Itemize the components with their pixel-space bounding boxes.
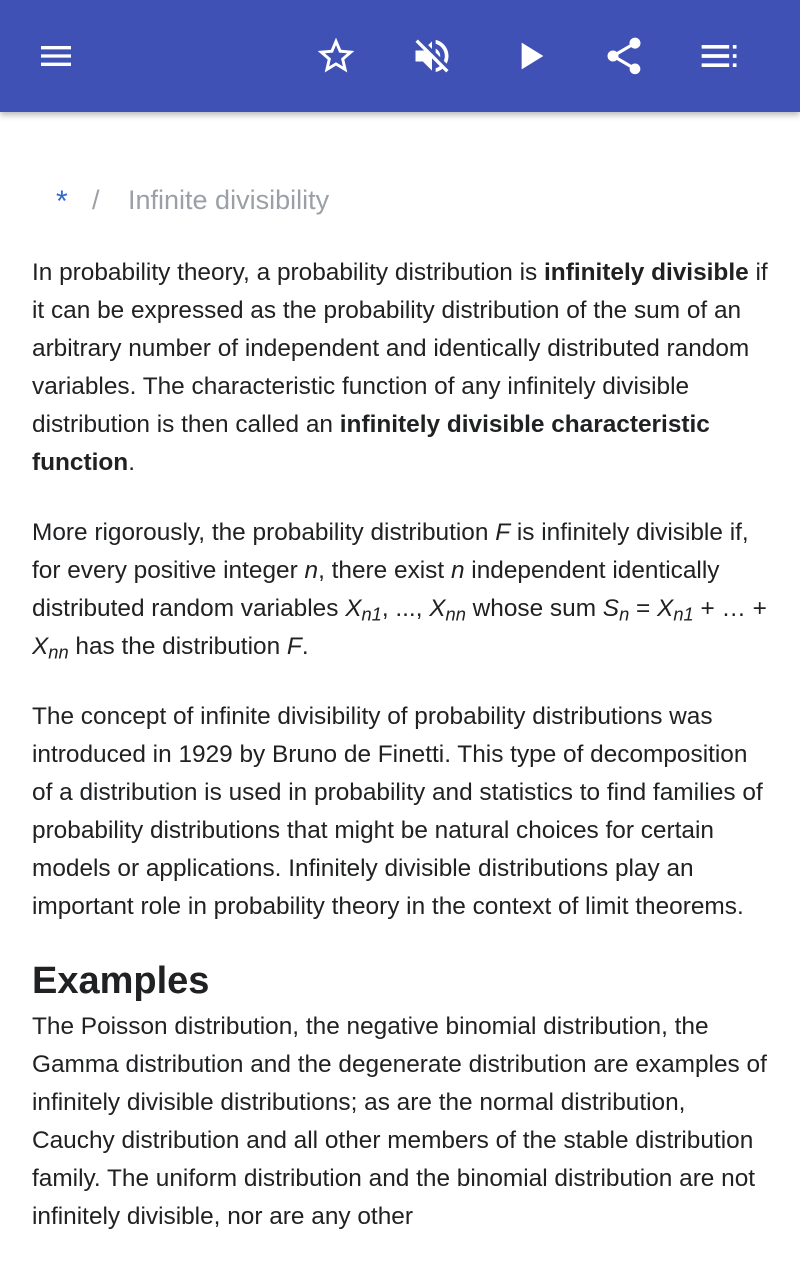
star-icon (314, 34, 358, 78)
paragraph-intro: In probability theory, a probability distribution is infinitely divisible if it can be expressed as the probability distribution of the sum of an arbitrary number of independent and identically distributed random variables. The characteristic function of any infinitely divisible distribution is then called an infinitely divisible characteristic function. (32, 259, 768, 476)
menu-button[interactable] (24, 24, 88, 88)
paragraph-definition: More rigorously, the probability distribution F is infinitely divisible if, for every positive integer n, there exist n independent identically distributed random variables $X_{n1}$, ..., $X_{nn}$ whose sum $S_n = X_{n1}$ + … + $X_{nn}$ has the distribution F. (32, 519, 767, 663)
app-toolbar (0, 0, 800, 112)
share-icon (602, 34, 646, 78)
breadcrumb-separator: / (92, 185, 100, 215)
playlist-icon (698, 34, 742, 78)
share-button[interactable] (592, 24, 656, 88)
breadcrumb (32, 180, 772, 220)
volume-off-icon (410, 34, 454, 78)
breadcrumb-home-link[interactable]: * (56, 185, 68, 218)
paragraph-examples: The Poisson distribution, the negative binomial distribution, the Gamma distribution and the degenerate distribution are examples of infinitely divisible distributions; as are the normal distribution, Cauchy distribution and all other members of the stable distribution family. The uniform distribution and the binomial distribution are not infinitely divisible, nor are any other (32, 1013, 767, 1230)
table-of-contents-button[interactable] (688, 24, 752, 88)
play-button[interactable] (498, 24, 562, 88)
bookmark-button[interactable] (304, 24, 368, 88)
play-icon (510, 36, 550, 76)
article-body (32, 254, 772, 1268)
article-content (32, 112, 772, 1280)
breadcrumb-current: Infinite divisibility (128, 185, 330, 215)
section-heading-examples: Examples (32, 960, 210, 1002)
paragraph-history: The concept of infinite divisibility of probability distributions was introduced in 1929 by Bruno de Finetti. This type of decomposition of a distribution is used in probability and statistics to find families of probability distributions that might be natural choices for certain models or applications. Infinitely divisible distributions play an important role in probability theory in the context of limit theorems. (32, 703, 763, 920)
menu-icon (36, 36, 76, 76)
mute-button[interactable] (400, 24, 464, 88)
